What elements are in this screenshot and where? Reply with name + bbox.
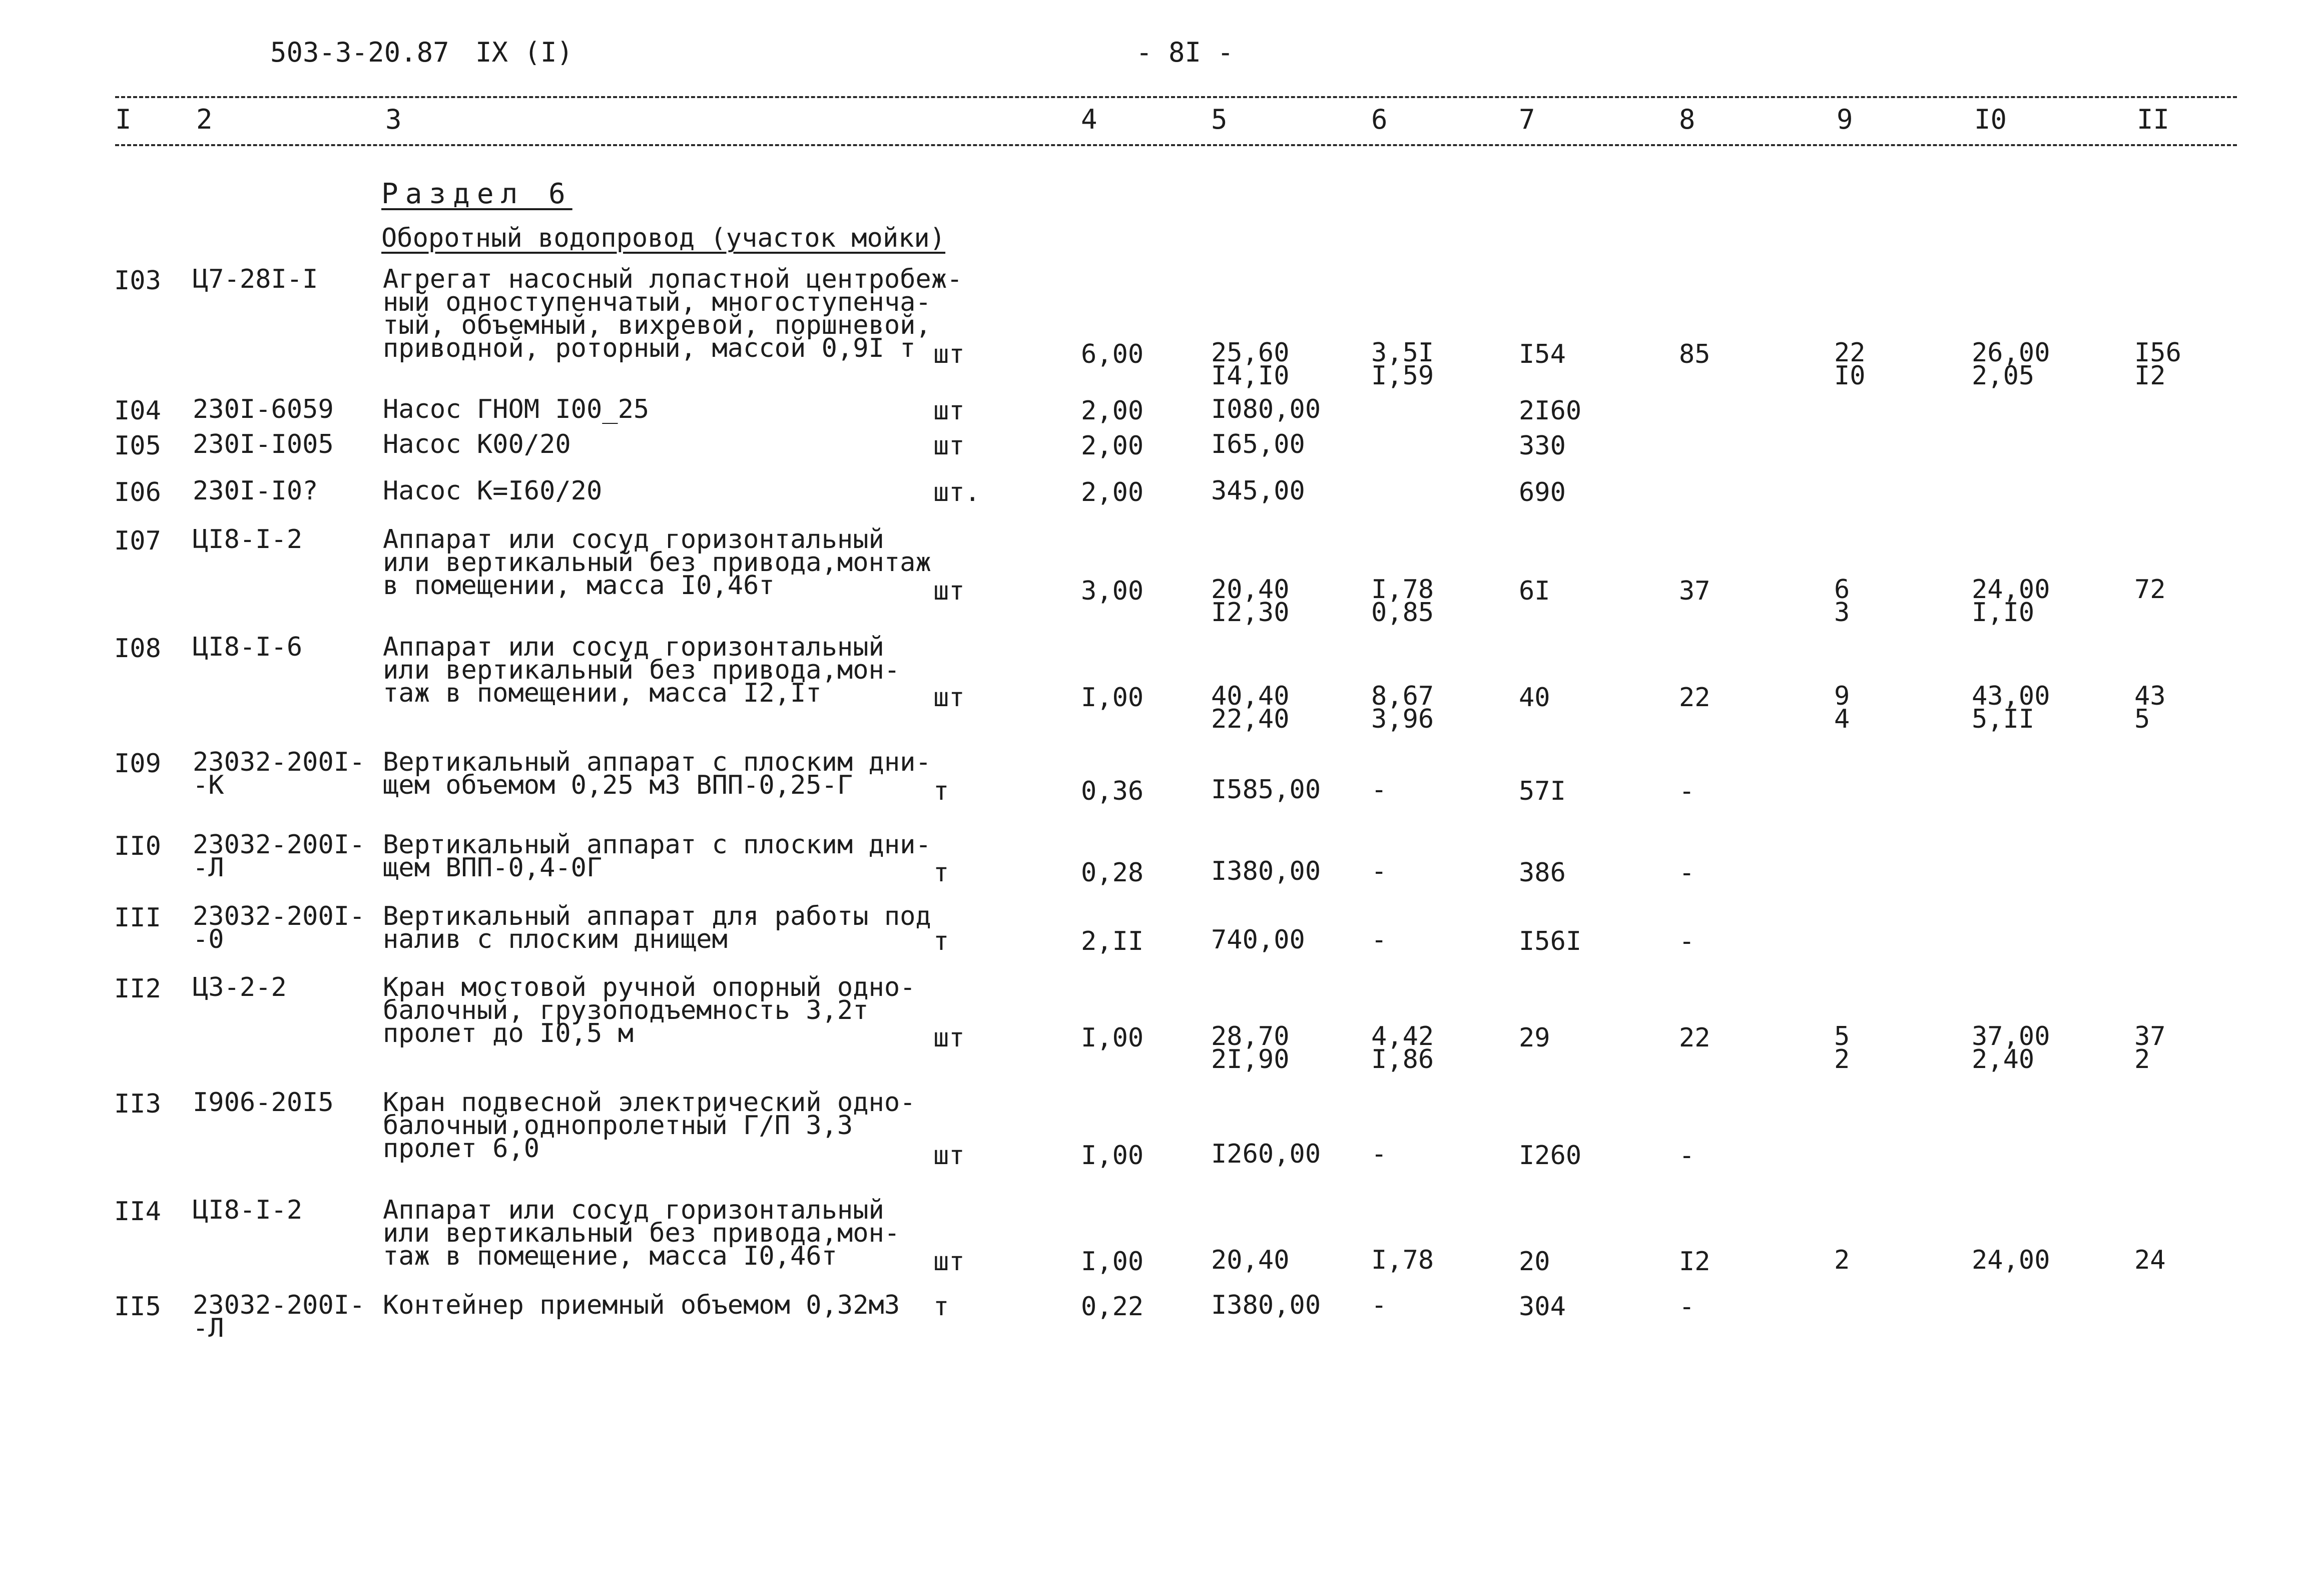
row-quantity: 2,II (1081, 926, 1144, 956)
row-col6: - (1371, 1139, 1387, 1169)
row-col9: 6 3 (1834, 575, 1850, 628)
row-col8: I2 (1679, 1247, 1710, 1277)
row-unit: шт (933, 683, 965, 713)
row-col11: 37 2 (2134, 1021, 2166, 1075)
row-col6: 8,67 3,96 (1371, 681, 1434, 734)
column-header-8: 8 (1679, 104, 1695, 135)
row-number: III (114, 903, 161, 933)
row-col5: 40,40 22,40 (1211, 681, 1290, 734)
row-col9: 9 4 (1834, 681, 1850, 734)
row-col5: I585,00 (1211, 775, 1321, 805)
row-quantity: 2,00 (1081, 431, 1144, 461)
column-header-3: 3 (385, 104, 402, 135)
column-header-9: 9 (1837, 104, 1853, 135)
row-number: I03 (114, 266, 161, 296)
row-code: 23032-200I- -Л (193, 830, 365, 883)
row-col8: - (1679, 926, 1695, 956)
row-col11: 72 (2134, 575, 2166, 605)
row-col5: I380,00 (1211, 1290, 1321, 1320)
row-code: 23032-200I- -0 (193, 901, 365, 954)
row-description: Насос ГНОМ I00_25 (383, 394, 650, 424)
row-unit: шт (933, 1023, 965, 1053)
document-code: 503-3-20.87 (270, 37, 449, 68)
row-col10: 24,00 I,I0 (1972, 575, 2050, 628)
row-description: Насос К00/20 (383, 429, 571, 459)
row-quantity: I,00 (1081, 683, 1144, 713)
row-number: II0 (114, 831, 161, 861)
row-col8: - (1679, 776, 1695, 806)
row-col7: 386 (1519, 858, 1566, 888)
row-unit: шт (933, 576, 965, 606)
row-col8: 85 (1679, 339, 1710, 369)
row-unit: шт (933, 1141, 965, 1171)
row-col11: 24 (2134, 1245, 2166, 1275)
row-number: II2 (114, 974, 161, 1004)
row-code: Ц7-28I-I (193, 264, 318, 294)
row-col8: - (1679, 858, 1695, 888)
row-unit: т (933, 776, 949, 806)
row-quantity: 3,00 (1081, 576, 1144, 606)
row-col5: 740,00 (1211, 925, 1305, 955)
column-header-4: 4 (1081, 104, 1097, 135)
row-col5: 20,40 I2,30 (1211, 575, 1290, 628)
row-description: Вертикальный аппарат с плоским дни- щем объемом 0,25 м3 ВПП-0,25-Г (383, 747, 931, 800)
row-col8: 22 (1679, 1023, 1710, 1053)
row-description: Аппарат или сосуд горизонтальный или вертикальный без привода,мон- таж в помещение, масса I0,46т (383, 1195, 900, 1271)
column-header-6: 6 (1371, 104, 1388, 135)
row-col7: 40 (1519, 683, 1550, 713)
row-unit: шт (933, 1247, 965, 1277)
row-col5: 20,40 (1211, 1245, 1290, 1275)
row-col5: I65,00 (1211, 429, 1305, 459)
row-number: I07 (114, 526, 161, 556)
row-col10: 26,00 2,05 (1972, 338, 2050, 391)
row-quantity: 0,28 (1081, 858, 1144, 888)
row-description: Вертикальный аппарат с плоским дни- щем ВПП-0,4-0Г (383, 830, 931, 883)
row-col7: 330 (1519, 431, 1566, 461)
row-number: II4 (114, 1197, 161, 1227)
row-description: Кран подвесной электрический одно- балочный,однопролетный Г/П 3,3 пролет 6,0 (383, 1088, 916, 1164)
row-col7: 57I (1519, 776, 1566, 806)
row-description: Насос К=I60/20 (383, 476, 603, 506)
row-unit: т (933, 1292, 949, 1322)
row-col7: 690 (1519, 477, 1566, 507)
row-col6: - (1371, 1290, 1387, 1320)
row-code: 23032-200I- -К (193, 747, 365, 800)
row-col7: I56I (1519, 926, 1582, 956)
row-code: 230I-I005 (193, 429, 334, 459)
row-col7: I260 (1519, 1141, 1582, 1171)
row-col7: 20 (1519, 1247, 1550, 1277)
row-col9: 22 I0 (1834, 338, 1866, 391)
row-quantity: 2,00 (1081, 396, 1144, 426)
row-col6: 3,5I I,59 (1371, 338, 1434, 391)
row-col5: I380,00 (1211, 856, 1321, 886)
row-description: Агрегат насосный лопастной центробеж- ный одноступенчатый, многоступенча- тый, объемный, вихревой, поршневой, приводной, роторный, массой 0,9I т (383, 264, 963, 363)
page-number: - 8I - (1136, 37, 1234, 68)
row-quantity: I,00 (1081, 1023, 1144, 1053)
document-part: IX (I) (475, 37, 573, 68)
column-header-5: 5 (1211, 104, 1228, 135)
row-unit: шт. (933, 477, 980, 507)
row-unit: шт (933, 339, 965, 369)
row-col6: I,78 (1371, 1245, 1434, 1275)
column-header-1: I (115, 104, 132, 135)
row-description: Вертикальный аппарат для работы под налив с плоским днищем (383, 901, 931, 954)
row-col6: - (1371, 856, 1387, 886)
row-col7: 304 (1519, 1292, 1566, 1322)
row-number: I06 (114, 477, 161, 507)
row-col5: 28,70 2I,90 (1211, 1021, 1290, 1075)
column-header-2: 2 (196, 104, 213, 135)
row-number: I09 (114, 749, 161, 779)
row-code: 230I-6059 (193, 394, 334, 424)
row-code: ЦI8-I-6 (193, 632, 303, 662)
row-col8: 37 (1679, 576, 1710, 606)
row-col11: I56 I2 (2134, 338, 2181, 391)
row-col9: 5 2 (1834, 1021, 1850, 1075)
row-quantity: 0,36 (1081, 776, 1144, 806)
row-quantity: 0,22 (1081, 1292, 1144, 1322)
row-col5: I080,00 (1211, 394, 1321, 424)
row-unit: шт (933, 396, 965, 426)
row-code: 23032-200I- -Л (193, 1290, 365, 1343)
row-code: Ц3-2-2 (193, 972, 287, 1002)
section-subtitle: Оборотный водопровод (участок мойки) (381, 223, 946, 253)
row-quantity: I,00 (1081, 1141, 1144, 1171)
row-col10: 24,00 (1972, 1245, 2050, 1275)
row-unit: т (933, 858, 949, 888)
column-header-11: II (2137, 104, 2170, 135)
row-number: II3 (114, 1089, 161, 1119)
row-unit: т (933, 926, 949, 956)
row-code: ЦI8-I-2 (193, 524, 303, 555)
row-description: Аппарат или сосуд горизонтальный или вертикальный без привода,монтаж в помещении, масса I0,46т (383, 524, 931, 601)
row-col6: - (1371, 925, 1387, 955)
row-col8: - (1679, 1141, 1695, 1171)
row-col6: 4,42 I,86 (1371, 1021, 1434, 1075)
row-description: Кран мостовой ручной опорный одно- балочный, грузоподъемность 3,2т пролет до I0,5 м (383, 972, 916, 1048)
row-col10: 43,00 5,II (1972, 681, 2050, 734)
row-number: I05 (114, 431, 161, 461)
row-col8: 22 (1679, 683, 1710, 713)
row-description: Контейнер приемный объемом 0,32м3 (383, 1290, 900, 1320)
header-bottom-rule (115, 144, 2237, 146)
row-col9: 2 (1834, 1245, 1850, 1275)
row-description: Аппарат или сосуд горизонтальный или вертикальный без привода,мон- таж в помещении, масса I2,Iт (383, 632, 900, 708)
row-col10: 37,00 2,40 (1972, 1021, 2050, 1075)
row-quantity: 6,00 (1081, 339, 1144, 369)
section-title: Раздел 6 (381, 178, 572, 210)
row-col7: 2I60 (1519, 396, 1582, 426)
row-quantity: I,00 (1081, 1247, 1144, 1277)
row-col5: I260,00 (1211, 1139, 1321, 1169)
row-col6: I,78 0,85 (1371, 575, 1434, 628)
row-col5: 345,00 (1211, 476, 1305, 506)
row-unit: шт (933, 431, 965, 461)
row-col11: 43 5 (2134, 681, 2166, 734)
row-col7: 29 (1519, 1023, 1550, 1053)
header-top-rule (115, 96, 2237, 98)
row-number: II5 (114, 1292, 161, 1322)
row-col7: I54 (1519, 339, 1566, 369)
row-col8: - (1679, 1292, 1695, 1322)
row-number: I08 (114, 634, 161, 664)
row-col5: 25,60 I4,I0 (1211, 338, 1290, 391)
row-code: I906-20I5 (193, 1088, 334, 1118)
row-col7: 6I (1519, 576, 1550, 606)
row-code: 230I-I0? (193, 476, 318, 506)
row-code: ЦI8-I-2 (193, 1195, 303, 1225)
row-quantity: 2,00 (1081, 477, 1144, 507)
row-col6: - (1371, 775, 1387, 805)
column-header-7: 7 (1519, 104, 1535, 135)
column-header-10: I0 (1974, 104, 2007, 135)
row-number: I04 (114, 396, 161, 426)
